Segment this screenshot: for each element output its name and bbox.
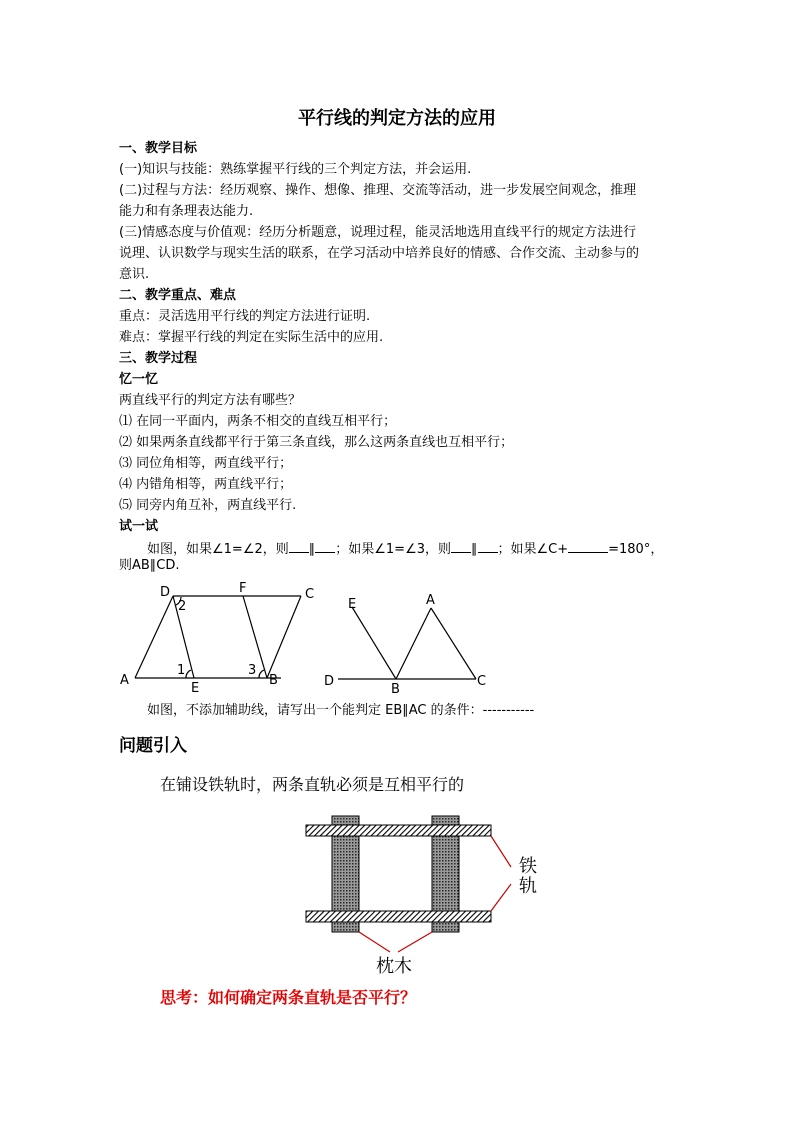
rail-label-2: 轨 [519,876,537,897]
rail-bottom [306,911,491,922]
line-eb [352,607,396,679]
geometry-figure-2 [318,586,498,698]
railway-diagram [298,812,558,980]
section-3-heading: 三、教学过程 [119,351,198,366]
method-3: ⑶ 同位角相等，两直线平行； [119,456,293,471]
label-B: B [391,682,400,697]
label-angle-3: 3 [248,663,257,678]
recall-question: 两直线平行的判定方法有哪些？ [119,393,302,408]
sleeper-pointer-left [359,932,390,952]
label-C: C [477,674,487,689]
parallel-symbol: ∥ [308,542,316,557]
goal-line-3: 能力和有条理表达能力. [119,204,254,219]
difficult-point: 难点：掌握平行线的判定在实际生活中的应用. [119,330,384,345]
method-4: ⑷ 内错角相等，两直线平行； [119,477,293,492]
blank-5[interactable] [568,538,608,553]
label-A: A [120,673,129,688]
label-angle-2: 2 [178,599,187,614]
blank-4[interactable] [478,538,498,553]
line-ba [396,608,431,679]
rail-pointer-top [491,836,511,867]
sleeper-label: 枕木 [376,956,412,977]
try-text-c: ；如果∠1=∠3，则 [335,542,451,557]
try-question [147,538,663,560]
section-2-heading: 二、教学重点、难点 [119,288,237,303]
label-angle-1: 1 [177,663,186,678]
rail-label-1: 铁 [519,856,537,877]
line-cb [267,596,301,678]
method-1: ⑴ 在同一平面内，两条不相交的直线互相平行； [119,414,397,429]
goal-line-5: 说理、认识数学与现实生活的联系，在学习活动中培养良好的情感、合作交流、主动参与的 [119,246,640,261]
method-5: ⑸ 同旁内角互补，两直线平行. [119,498,297,513]
try-heading: 试一试 [119,519,159,534]
intro-text: 在铺设铁轨时，两条直轨必须是互相平行的 [160,775,465,794]
blank-2[interactable] [315,538,335,553]
geometry-figure-1 [118,578,328,696]
section-1-heading: 一、教学目标 [119,141,198,156]
blank-3[interactable] [451,538,471,553]
label-E: E [348,597,357,612]
rail-pointer-bottom [491,884,511,911]
try-text-f: =180°， [608,542,664,557]
goal-line-2: (二)过程与方法：经历观察、操作、想像、推理、交流等活动，进一步发展空间观念，推理 [119,183,637,198]
angle-3-arc [259,670,264,678]
label-F: F [239,581,247,596]
rail-top [306,825,491,836]
think-question: 思考：如何确定两条直轨是否平行？ [160,988,417,1007]
page-title: 平行线的判定方法的应用 [298,108,496,129]
line-ad [135,596,173,678]
line-ac [431,608,476,679]
angle-1-arc [186,670,191,678]
key-point: 重点：灵活选用平行线的判定方法进行证明. [119,309,371,324]
try-conclusion: 则AB∥CD. [119,558,180,573]
blank-1[interactable] [289,538,309,553]
recall-heading: 忆一忆 [119,372,159,387]
label-A: A [426,593,435,608]
label-C: C [305,587,315,602]
goal-line-1: (一)知识与技能：熟练掌握平行线的三个判定方法，并会运用. [119,162,472,177]
try-text-a: 如图，如果∠1=∠2，则 [147,542,289,557]
label-E: E [191,681,200,696]
goal-line-4: (三)情感态度与价值观：经历分析题意，说理过程，能灵活地选用直线平行的规定方法进行 [119,225,637,240]
sleeper-pointer-right [398,932,432,952]
label-B: B [269,673,278,688]
parallel-symbol: ∥ [471,542,478,557]
label-D: D [160,585,171,600]
intro-heading: 问题引入 [119,736,187,756]
try-text-e: ；如果∠C+ [497,542,569,557]
fill-question: 如图，不添加辅助线，请写出一个能判定 EB∥AC 的条件：----------- [147,703,535,718]
method-2: ⑵ 如果两条直线都平行于第三条直线，那么这两条直线也互相平行； [119,435,514,450]
label-D: D [324,674,335,689]
goal-line-6: 意识. [119,267,150,282]
